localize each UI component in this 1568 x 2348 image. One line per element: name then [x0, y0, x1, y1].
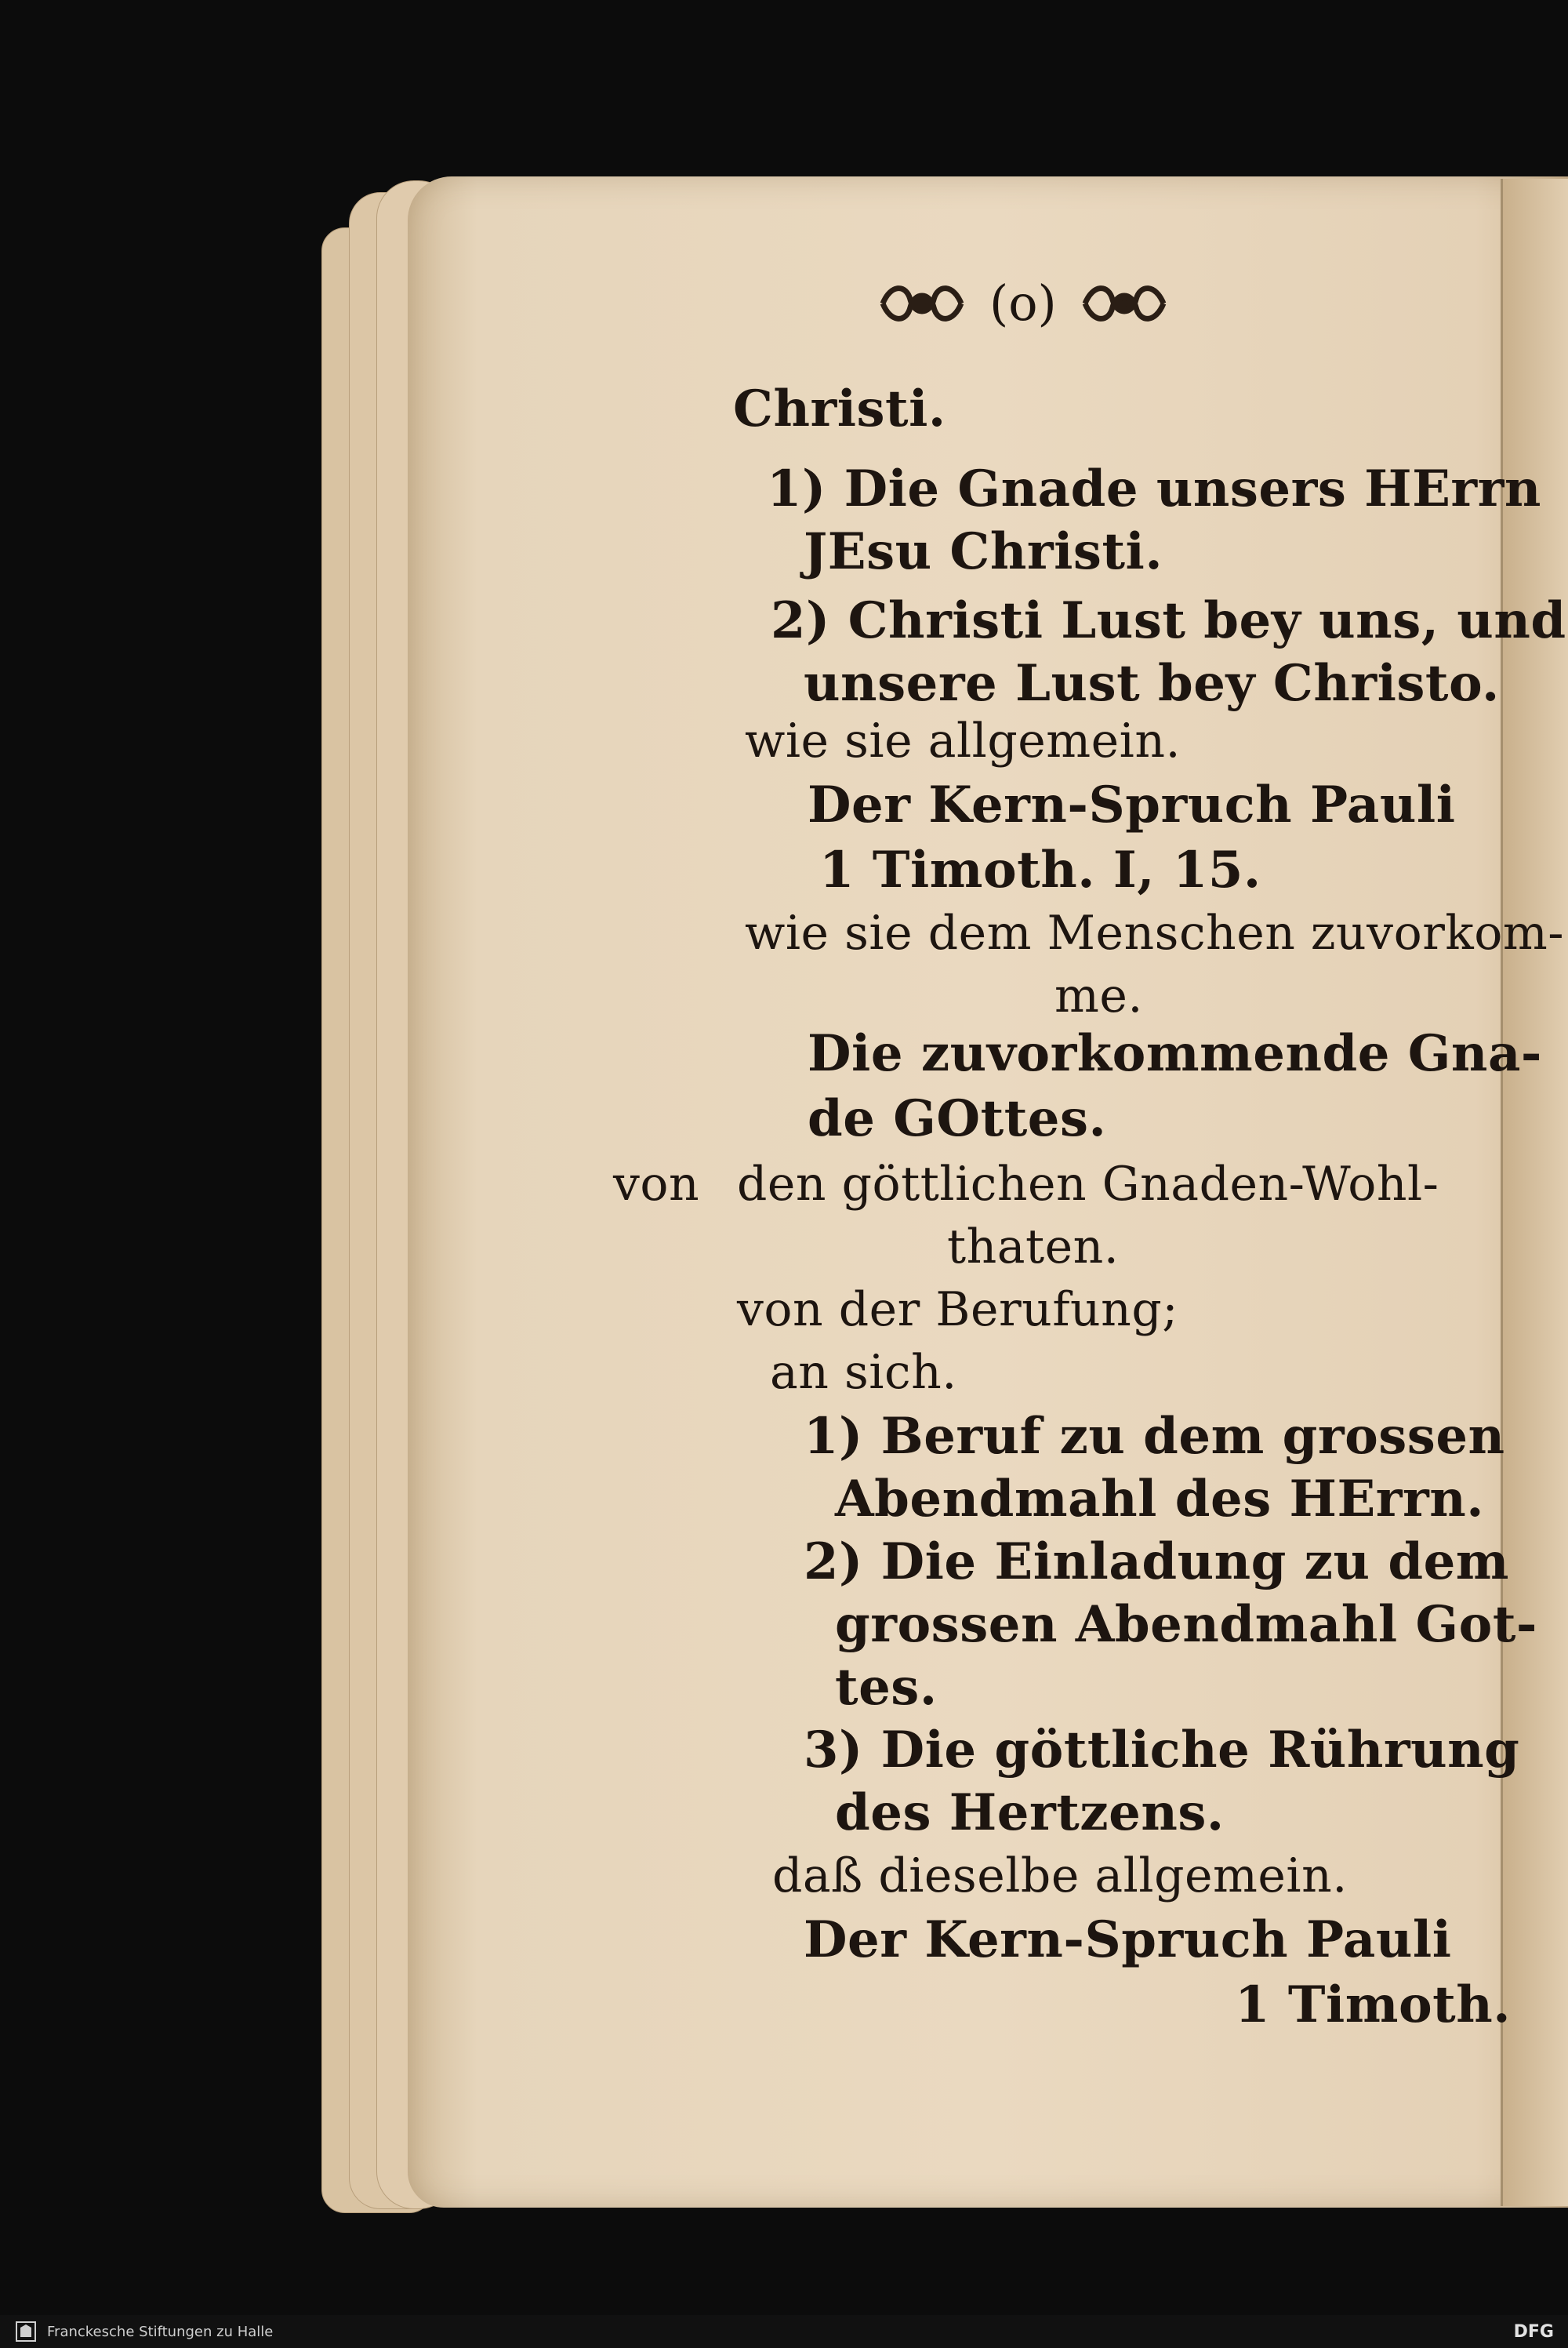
text-line: den göttlichen Gnaden-Wohl-	[737, 1157, 1439, 1212]
text-line: des Hertzens.	[835, 1783, 1225, 1842]
text-line: Christi.	[733, 380, 946, 438]
text-line: von der Berufung;	[737, 1282, 1178, 1337]
text-line: 3) Die göttliche Rührung	[804, 1721, 1520, 1779]
text-line: Die zuvorkommende Gna-	[808, 1024, 1542, 1083]
text-line: unsere Lust bey Christo.	[804, 654, 1500, 713]
text-line: Abendmahl des HErrn.	[835, 1470, 1484, 1528]
text-line: me.	[1054, 969, 1143, 1023]
viewer-footer	[0, 2315, 1568, 2348]
text-line: JEsu Christi.	[804, 522, 1163, 581]
text-line: 2) Die Einladung zu dem	[804, 1532, 1509, 1591]
text-line: grossen Abendmahl Got-	[835, 1595, 1537, 1654]
text-line: tes.	[835, 1658, 938, 1717]
text-line: 1 Timoth. I, 15.	[819, 841, 1261, 900]
text-line: Der Kern-Spruch Pauli	[808, 776, 1456, 834]
text-line: daß dieselbe allgemein.	[772, 1848, 1348, 1903]
text-line: 1) Beruf zu dem grossen	[804, 1407, 1505, 1466]
text-line: 1 Timoth.	[1235, 1975, 1512, 2034]
text-line: Der Kern-Spruch Pauli	[804, 1910, 1452, 1969]
left-ornament-icon	[875, 276, 969, 331]
dfg-mark: DFG	[1513, 2321, 1554, 2342]
text-line: thaten.	[947, 1219, 1120, 1274]
text-line: wie sie allgemein.	[745, 714, 1181, 769]
text-line: de GOttes.	[808, 1089, 1107, 1148]
right-ornament-icon	[1077, 276, 1171, 331]
page-number: (o)	[989, 274, 1057, 332]
text-line: wie sie dem Menschen zuvorkom-	[745, 906, 1565, 961]
text-line: an sich.	[770, 1345, 957, 1400]
page-header	[875, 274, 1171, 332]
institution-name: Franckesche Stiftungen zu Halle	[47, 2323, 274, 2340]
institution-logo-icon	[14, 2320, 38, 2343]
text-line: von	[613, 1157, 700, 1212]
text-line: 2) Christi Lust bey uns, und	[771, 591, 1566, 650]
text-line: 1) Die Gnade unsers HErrn	[767, 460, 1541, 518]
